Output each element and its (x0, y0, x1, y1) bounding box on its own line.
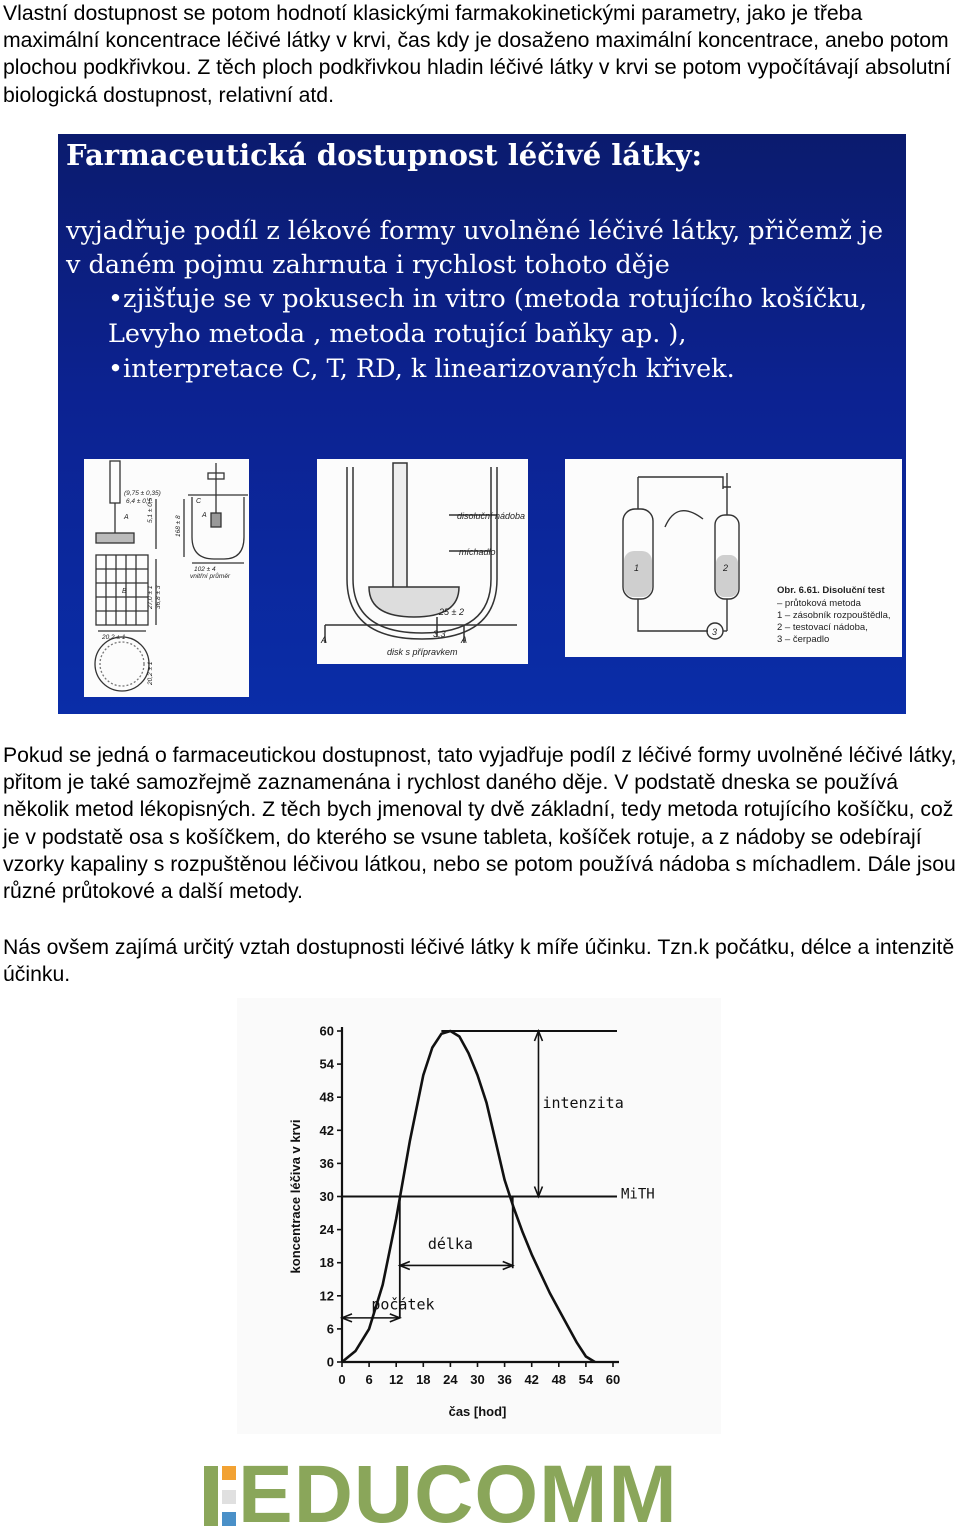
logo-text: EDUCOMM (238, 1449, 678, 1540)
letter-label: A (461, 635, 468, 645)
letter-label: A (124, 514, 129, 521)
dim-label: 168 ± 8 (175, 515, 182, 537)
basket-apparatus-figure (84, 459, 249, 697)
y-tick-label: 48 (319, 1089, 334, 1105)
length-label: délka (427, 1234, 473, 1253)
intensity-label: intenzita (542, 1094, 624, 1113)
logo-mark (222, 1490, 236, 1504)
y-tick-label: 30 (319, 1189, 334, 1204)
dim-label: 36,8 ± 3 (155, 585, 162, 609)
dim-label: 5,1 ± 0,5 (147, 497, 154, 523)
paragraph-effect: Nás ovšem zajímá určitý vztah dostupnosti léčivé látky k míře účinku. Tzn.k počátku, délce a intenzitě účinku. (3, 936, 955, 987)
y-tick-label: 36 (319, 1155, 334, 1171)
x-tick-label: 6 (365, 1372, 373, 1387)
dim-label: 20,2 ± 1 (147, 661, 154, 685)
basket-drawing (84, 459, 249, 697)
caption-line: 1 – zásobník rozpouštědla, (777, 610, 891, 621)
x-axis-label: čas [hod] (448, 1404, 507, 1419)
logo-mark (204, 1466, 218, 1526)
dim-label: (9,75 ± 0,35) (124, 490, 161, 497)
paddle-apparatus-figure (317, 459, 528, 664)
dim-label: 3,3 (433, 629, 446, 639)
label-disc: disk s přípravkem (387, 647, 458, 657)
flow-drawing (565, 459, 902, 657)
dim-label: 102 ± 4 (194, 566, 216, 573)
num-label: 2 (723, 563, 729, 573)
slide-line: Levyho metoda , metoda rotující baňky ap. ), (108, 319, 687, 349)
num-label: 1 (634, 563, 640, 573)
y-axis-label: koncentrace léčiva v krvi (288, 1119, 303, 1274)
x-tick-label: 36 (497, 1372, 512, 1387)
dim-label: 25 ± 2 (439, 607, 464, 617)
x-tick-label: 0 (338, 1372, 346, 1387)
y-tick-label: 0 (326, 1354, 334, 1370)
letter-label: A (202, 512, 207, 519)
x-tick-label: 30 (470, 1372, 485, 1387)
x-tick-label: 42 (524, 1372, 539, 1387)
paddle-drawing (317, 459, 528, 664)
x-tick-label: 12 (388, 1372, 404, 1387)
y-tick-label: 6 (326, 1321, 334, 1337)
x-tick-label: 18 (416, 1372, 431, 1387)
slide-title: Farmaceutická dostupnost léčivé látky: (66, 138, 703, 172)
y-tick-label: 60 (319, 1023, 334, 1039)
y-tick-label: 18 (319, 1255, 334, 1271)
slide-image (58, 134, 906, 714)
x-tick-label: 24 (443, 1372, 458, 1387)
num-label: 3 (712, 627, 718, 637)
dim-label: 27,0 ± 1 (147, 585, 154, 609)
y-tick-label: 12 (319, 1288, 334, 1304)
slide-line: v daném pojmu zahrnuta i rychlost tohoto děje (66, 250, 670, 280)
label-vessel: disoluční nádoba (457, 511, 526, 521)
caption-line: 3 – čerpadlo (777, 634, 830, 645)
slide-bullet: •interpretace C, T, RD, k linearizovaných křivek. (108, 354, 735, 384)
paragraph-intro: Vlastní dostupnost se potom hodnotí klasickými farmakokinetickými parametry, jako je třeba maximální koncentrace léčivé látky v krvi, čas kdy je dosaženo maximální koncentrace, anebo potom plochou podkřivkou. Z těch ploch podkřivkou hladin léčivé látky v krvi se potom vypočítávají absolutní biologická dostupnost, relativní atd. (3, 2, 952, 107)
x-tick-label: 54 (578, 1372, 594, 1387)
onset-label: počátek (371, 1295, 435, 1314)
caption-title: Obr. 6.61. Disoluční test (777, 585, 885, 596)
slide-bullet: •zjišťuje se v pokusech in vitro (metoda rotujícího košíčku, (108, 284, 868, 314)
dim-label: 20,2 ± 1 (102, 634, 126, 641)
dim-label: 6,4 ± 0,1 (126, 498, 152, 505)
caption-line: 2 – testovací nádoba, (777, 622, 868, 633)
flow-apparatus-figure (565, 459, 902, 657)
logo-mark (222, 1466, 236, 1480)
concentration-chart (237, 998, 721, 1434)
letter-label: A (321, 635, 328, 645)
chart-svg (237, 998, 721, 1434)
letter-label: C (196, 498, 202, 505)
slide-line: vyjadřuje podíl z lékové formy uvolněné léčivé látky, přičemž je (66, 216, 884, 246)
label-stirrer: míchadlo (459, 547, 496, 557)
mith-label: MiTH (621, 1186, 655, 1203)
caption-line: – průtoková metoda (777, 598, 861, 609)
logo-mark (222, 1512, 236, 1526)
y-tick-label: 24 (319, 1222, 334, 1238)
x-tick-label: 48 (551, 1372, 567, 1387)
y-tick-label: 42 (319, 1122, 334, 1138)
paragraph-pharmaceutical: Pokud se jedná o farmaceutickou dostupnost, tato vyjadřuje podíl z léčivé formy uvolněné léčivé látky, přitom je také samozřejmě zaznamenána i rychlost daného děje. V podstatě dneska se používá několik metod lékopisných. Z těch bych jmenoval ty dvě základní, tedy metoda rotujícího košíčku, což je v podstatě osa s košíčkem, do kterého se vsune tableta, košíček rotuje, a z nádoby se odebírají vzorky kapaliny s rozpuštěnou léčivou látkou, nebo se potom používá nádoba s míchadlem. Dále jsou různé průtokové a další metody. (3, 744, 957, 904)
y-tick-label: 54 (319, 1056, 334, 1072)
x-tick-label: 60 (605, 1372, 621, 1387)
educomm-logo (200, 1449, 765, 1540)
dim-label: vnitřní průměr (190, 573, 231, 580)
letter-label: B (122, 588, 127, 595)
